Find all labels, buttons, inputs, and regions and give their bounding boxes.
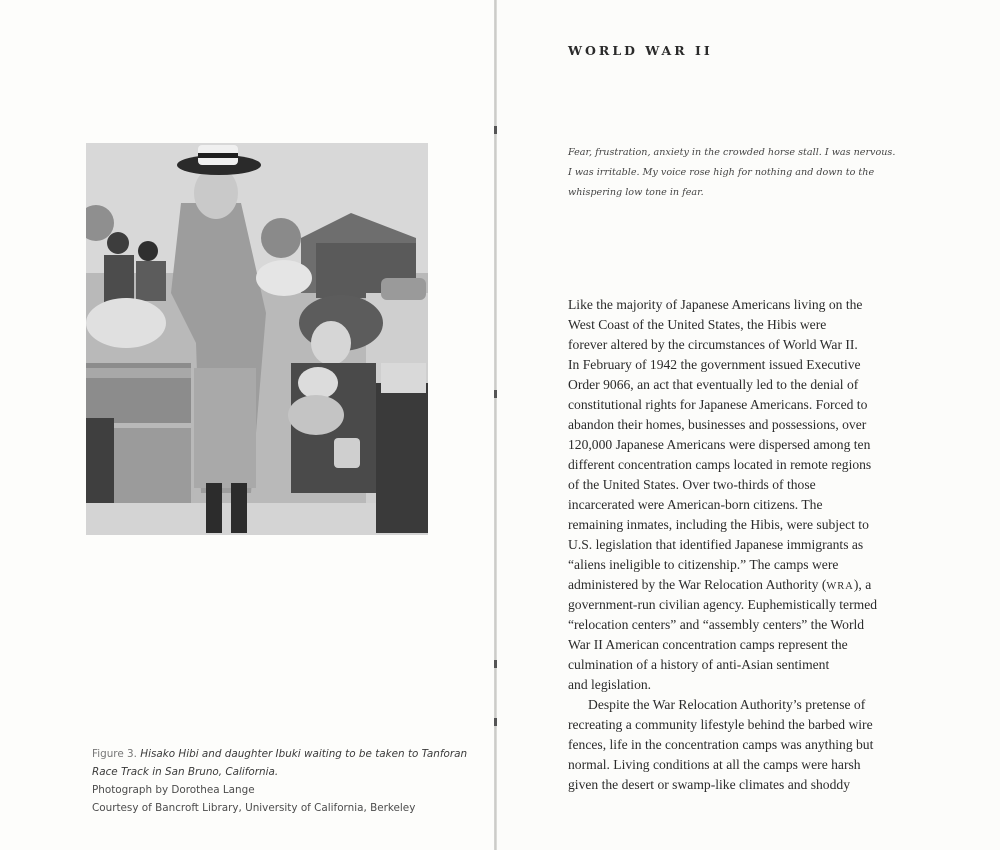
body-line: given the desert or swamp-like climates and shoddy — [568, 777, 850, 792]
body-line: “aliens ineligible to citizenship.” The camps were — [568, 557, 839, 572]
photo-credit: Photograph by Dorothea Lange — [92, 784, 255, 796]
body-line: 120,000 Japanese Americans were dispersed among ten — [568, 437, 871, 452]
figure-label: Figure 3. — [92, 748, 137, 760]
body-line: War II American concentration camps represent the — [568, 637, 848, 652]
body-line: “relocation centers” and “assembly centers” the World — [568, 617, 865, 632]
body-line: remaining inmates, including the Hibis, were subject to — [568, 517, 869, 532]
body-line: culmination of a history of anti-Asian sentiment — [568, 657, 830, 672]
body-line: Like the majority of Japanese Americans living on the — [568, 297, 863, 312]
body-line-wra — [568, 575, 903, 595]
body-line: recreating a community lifestyle behind the barbed wire — [568, 717, 873, 732]
epigraph-line: I was irritable. My voice rose high for nothing and down to the — [568, 167, 875, 178]
body-line: government-run civilian agency. Euphemistically termed — [568, 597, 878, 612]
body-line: and legislation. — [568, 677, 652, 692]
figure-caption — [92, 745, 472, 817]
epigraph-line: Fear, frustration, anxiety in the crowded horse stall. I was nervous. — [568, 147, 896, 158]
epigraph-line: whispering low tone in fear. — [568, 187, 704, 198]
body-line-part: administered by the War Relocation Authority ( — [568, 577, 827, 592]
body-line: fences, life in the concentration camps was anything but — [568, 737, 874, 752]
body-line: Despite the War Relocation Authority’s pretense of — [588, 697, 866, 712]
body-line: U.S. legislation that identified Japanese immigrants as — [568, 537, 864, 552]
photo-courtesy: Courtesy of Bancroft Library, University of California, Berkeley — [92, 802, 416, 814]
wra-abbreviation: WRA — [826, 581, 854, 592]
caption-line-1 — [92, 745, 472, 763]
body-line: normal. Living conditions at all the camps were harsh — [568, 757, 861, 772]
body-line: forever altered by the circumstances of World War II. — [568, 337, 858, 352]
body-line: incarcerated were American-born citizens. The — [568, 497, 823, 512]
body-text — [568, 295, 903, 795]
body-line: Order 9066, an act that eventually led to the denial of — [568, 377, 859, 392]
body-line-part: ), a — [853, 577, 872, 592]
figure-title-line-1: Hisako Hibi and daughter Ibuki waiting to be taken to Tanforan — [140, 748, 468, 760]
body-line: West Coast of the United States, the Hibis were — [568, 317, 827, 332]
left-page — [0, 0, 494, 850]
figure-title-line-2: Race Track in San Bruno, California. — [92, 766, 279, 778]
photograph — [86, 143, 428, 535]
body-line: In February of 1942 the government issued Executive — [568, 357, 861, 372]
epigraph — [568, 143, 903, 203]
body-line: of the United States. Over two-thirds of those — [568, 477, 816, 492]
body-line: different concentration camps located in remote regions — [568, 457, 872, 472]
body-line: constitutional rights for Japanese Americans. Forced to — [568, 397, 868, 412]
body-line: abandon their homes, businesses and possessions, over — [568, 417, 867, 432]
running-head: WORLD WAR II — [568, 43, 713, 58]
